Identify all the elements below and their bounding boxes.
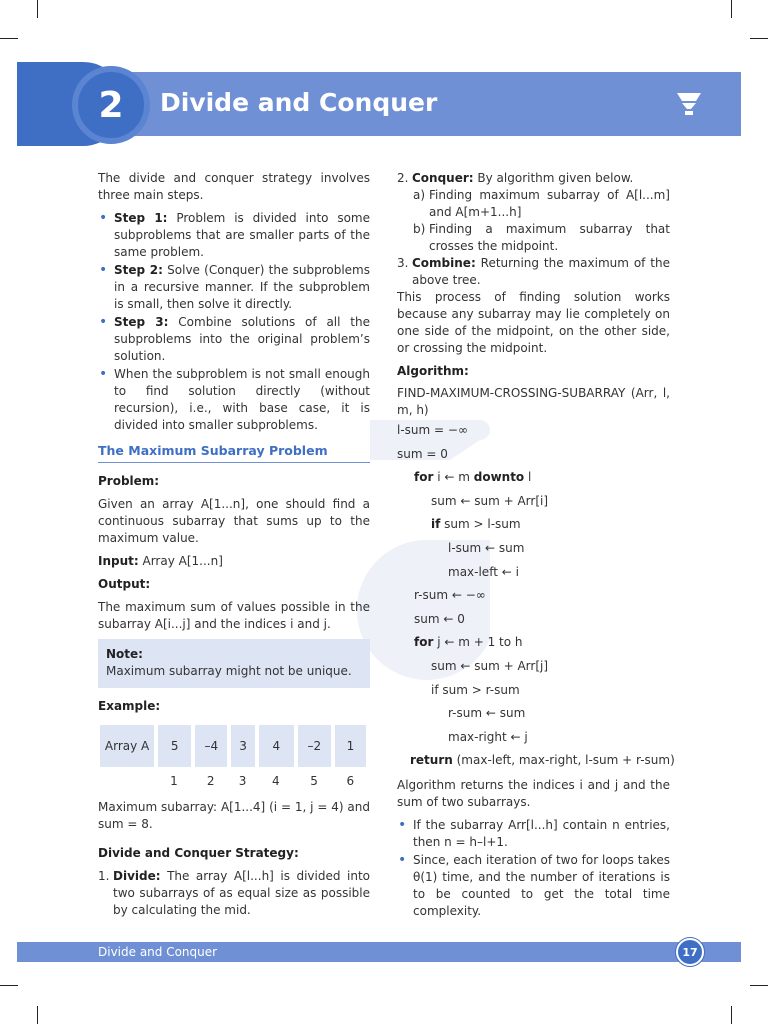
list-item: 1. Divide: The array A[l...h] is divided into two subarrays of as equal size as possible by calculating the mid.	[98, 869, 370, 917]
pseudocode-block	[397, 419, 675, 773]
section-title: The Maximum Subarray Problem	[98, 442, 370, 463]
list-item: • Step 3: Combine solutions of all the subproblems into the original problem’s solution.	[98, 314, 370, 365]
strategy-steps-continued	[397, 170, 670, 289]
code-line: sum ← sum + Arr[j]	[431, 658, 549, 673]
intro-paragraph: The divide and conquer strategy involves three main steps.	[98, 171, 370, 202]
crop-mark	[0, 985, 18, 986]
code-line: for j ← m + 1 to h	[414, 635, 523, 650]
page-number-badge: 17	[676, 938, 704, 966]
process-paragraph: This process of finding solution works because any subarray may lie completely on one side of the midpoint, on the other side, or crossing the midpoint.	[397, 290, 670, 355]
code-line: for i ← m downto l	[414, 470, 532, 485]
list-item: b) Finding a maximum subarray that crosses the midpoint.	[413, 222, 670, 253]
index-label: 6	[346, 773, 355, 788]
array-cell: –4	[195, 725, 227, 767]
index-label: 2	[206, 773, 215, 788]
code-line: l-sum ← sum	[448, 540, 525, 555]
array-cell: 3	[231, 725, 254, 767]
crop-mark	[731, 0, 732, 18]
array-cell: 5	[158, 725, 191, 767]
array-index-row	[96, 771, 370, 791]
code-line: r-sum ← −∞	[414, 588, 486, 603]
strategy-steps	[98, 868, 370, 919]
code-line: if sum > l-sum	[431, 517, 521, 532]
chapter-number-badge: 2	[72, 66, 150, 144]
trophy-cup-icon	[676, 92, 702, 116]
left-column	[98, 170, 370, 919]
code-line: max-left ← i	[448, 564, 519, 579]
problem-text: Given an array A[1...n], one should find a continuous subarray that sums up to the maximum value.	[98, 497, 370, 545]
crop-mark	[750, 985, 768, 986]
algorithm-heading: Algorithm:	[397, 364, 469, 378]
code-line: sum ← sum + Arr[i]	[431, 493, 549, 508]
list-item: • Since, each iteration of two for loops takes θ(1) time, and the number of iterations is to be counted to get the total time complexity.	[397, 852, 670, 920]
crop-mark	[750, 38, 768, 39]
example-array-table	[96, 721, 370, 771]
list-item: • When the subproblem is not small enough to find solution directly (without recursion), i.e., with base case, it is divided into smaller subproblems.	[98, 366, 370, 434]
crop-mark	[37, 0, 38, 18]
code-line: return (max-left, max-right, l-sum + r-sum)	[410, 753, 675, 768]
complexity-bullet-list	[397, 817, 670, 920]
input-line: Input: Array A[1...n]	[98, 554, 223, 568]
array-label-cell: Array A	[100, 725, 154, 767]
index-label: 5	[310, 773, 318, 788]
crop-mark	[0, 38, 18, 39]
code-line: max-right ← j	[448, 729, 528, 744]
example-result: Maximum subarray: A[1...4] (i = 1, j = 4) and sum = 8.	[98, 800, 370, 831]
example-heading: Example:	[98, 699, 161, 713]
list-item: • Step 2: Solve (Conquer) the subproblems in a recursive manner. If the subproblem is small, then solve it directly.	[98, 262, 370, 313]
list-item: • Step 1: Problem is divided into some subproblems that are smaller parts of the same problem.	[98, 210, 370, 261]
conquer-substeps	[412, 187, 670, 255]
note-label: Note:	[106, 647, 143, 661]
list-item: 3. Combine: Returning the maximum of the above tree.	[397, 256, 670, 287]
index-label: 1	[170, 773, 178, 788]
problem-heading: Problem:	[98, 474, 160, 488]
array-cell: 1	[335, 725, 366, 767]
crop-mark	[37, 1006, 38, 1024]
chapter-title: Divide and Conquer	[160, 88, 438, 117]
output-text: The maximum sum of values possible in the subarray A[i...j] and the indices i and j.	[98, 600, 370, 631]
array-cell: –2	[298, 725, 331, 767]
code-line: sum ← 0	[414, 611, 465, 626]
list-item: 2. Conquer: By algorithm given below. a) Finding maximum subarray of A[l...m] and A[m+1...h] b) Finding a maximum subarray that crosses the midpoint.	[397, 171, 670, 253]
output-heading: Output:	[98, 577, 151, 591]
note-box	[98, 639, 370, 688]
crop-mark	[731, 1006, 732, 1024]
index-label: 4	[272, 773, 280, 788]
code-line: l-sum = −∞	[397, 423, 468, 437]
array-cell: 4	[259, 725, 294, 767]
strategy-heading: Divide and Conquer Strategy:	[98, 846, 299, 860]
code-line: if sum > r-sum	[431, 682, 520, 697]
steps-bullet-list	[98, 210, 370, 434]
list-item: a) Finding maximum subarray of A[l...m] and A[m+1...h]	[413, 188, 670, 219]
right-column	[397, 170, 675, 928]
index-label: 3	[238, 773, 247, 788]
list-item: • If the subarray Arr[l...h] contain n entries, then n = h–l+1.	[397, 817, 670, 851]
returns-paragraph: Algorithm returns the indices i and j and the sum of two subarrays.	[397, 777, 670, 809]
footer-chapter-title: Divide and Conquer	[98, 945, 218, 959]
code-line: r-sum ← sum	[448, 706, 526, 721]
algorithm-signature: FIND-MAXIMUM-CROSSING-SUBARRAY (Arr, l, m, h)	[397, 386, 670, 417]
note-text: Maximum subarray might not be unique.	[106, 664, 352, 678]
code-line: sum = 0	[397, 446, 448, 461]
